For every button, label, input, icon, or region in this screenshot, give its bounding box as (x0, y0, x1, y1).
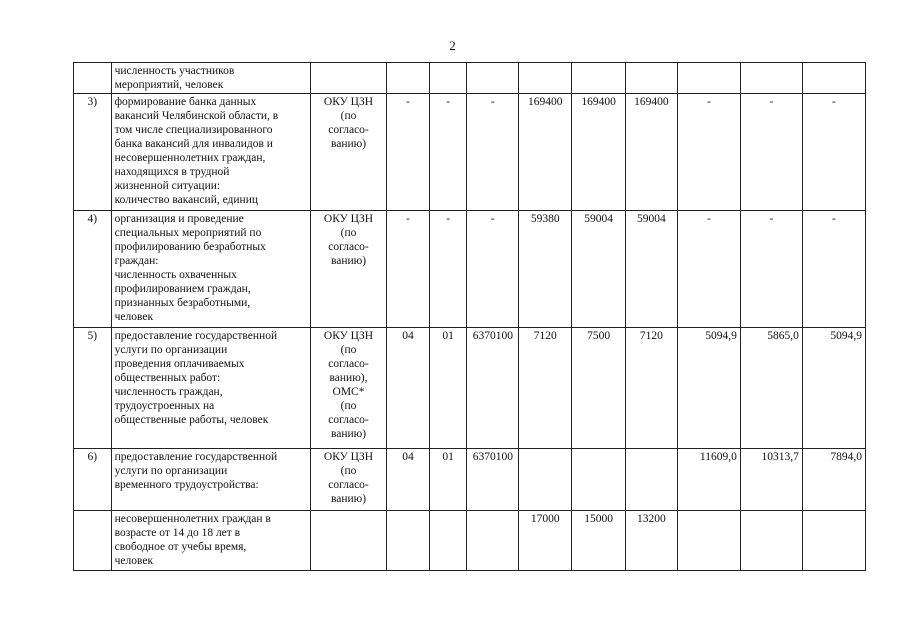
row-section: 04 (387, 328, 430, 449)
row-value-2: 7500 (572, 328, 626, 449)
row-money-2: - (740, 211, 802, 328)
row-target-item: 6370100 (467, 328, 519, 449)
row-money-3 (802, 63, 865, 94)
row-section: 04 (387, 449, 430, 511)
row-number (74, 63, 112, 94)
row-target-item: - (467, 211, 519, 328)
row-number: 5) (74, 328, 112, 449)
table-row (74, 63, 866, 94)
table-row (74, 511, 866, 571)
row-number (74, 511, 112, 571)
table-row (74, 94, 866, 211)
row-description: формирование банка данных вакансий Челябинской области, в том числе специализированного банка вакансий для инвалидов и несовершеннолетних граждан, находящихся в трудной жизненной ситуации: количество вакансий, единиц (111, 94, 310, 211)
row-value-3: 13200 (626, 511, 678, 571)
row-number: 6) (74, 449, 112, 511)
row-subsection: 01 (429, 328, 467, 449)
row-money-1 (677, 63, 740, 94)
row-value-3 (626, 449, 678, 511)
row-target-item: - (467, 94, 519, 211)
row-value-3: 59004 (626, 211, 678, 328)
row-subsection (429, 511, 467, 571)
row-description: численность участников мероприятий, человек (111, 63, 310, 94)
row-description: предоставление государственной услуги по организации проведения оплачиваемых общественных работ: численность граждан, трудоустроенных на общественные работы, человек (111, 328, 310, 449)
row-section: - (387, 94, 430, 211)
row-subsection: 01 (429, 449, 467, 511)
row-value-1: 7120 (519, 328, 572, 449)
row-money-3: - (802, 94, 865, 211)
row-description: предоставление государственной услуги по организации временного трудоустройства: (111, 449, 310, 511)
row-value-1: 17000 (519, 511, 572, 571)
row-subsection: - (429, 94, 467, 211)
row-money-3: - (802, 211, 865, 328)
row-executor (310, 63, 386, 94)
row-money-1: 11609,0 (677, 449, 740, 511)
row-value-1 (519, 449, 572, 511)
row-target-item: 6370100 (467, 449, 519, 511)
row-value-3: 169400 (626, 94, 678, 211)
row-section (387, 63, 430, 94)
row-executor: ОКУ ЦЗН (по согласо- ванию) (310, 94, 386, 211)
table-row (74, 449, 866, 511)
row-money-3: 5094,9 (802, 328, 865, 449)
row-money-1: - (677, 94, 740, 211)
row-number: 4) (74, 211, 112, 328)
table-row (74, 211, 866, 328)
row-section (387, 511, 430, 571)
row-money-2: 10313,7 (740, 449, 802, 511)
row-money-1: - (677, 211, 740, 328)
row-executor: ОКУ ЦЗН (по согласо- ванию) (310, 211, 386, 328)
row-value-2 (572, 63, 626, 94)
row-money-2 (740, 511, 802, 571)
row-value-2 (572, 449, 626, 511)
program-table (73, 62, 866, 571)
row-subsection (429, 63, 467, 94)
row-money-1 (677, 511, 740, 571)
row-value-2: 59004 (572, 211, 626, 328)
row-description: несовершеннолетних граждан в возрасте от 14 до 18 лет в свободное от учебы время, человек (111, 511, 310, 571)
row-money-3 (802, 511, 865, 571)
row-number: 3) (74, 94, 112, 211)
row-money-2: - (740, 94, 802, 211)
row-section: - (387, 211, 430, 328)
row-executor: ОКУ ЦЗН (по согласо- ванию) (310, 449, 386, 511)
row-money-1: 5094,9 (677, 328, 740, 449)
row-money-3: 7894,0 (802, 449, 865, 511)
row-target-item (467, 511, 519, 571)
table-row (74, 328, 866, 449)
row-description: организация и проведение специальных мероприятий по профилированию безработных граждан: численность охваченных профилированием граждан, признанных безработными, человек (111, 211, 310, 328)
row-money-2 (740, 63, 802, 94)
row-value-1: 59380 (519, 211, 572, 328)
row-value-3 (626, 63, 678, 94)
row-subsection: - (429, 211, 467, 328)
row-value-3: 7120 (626, 328, 678, 449)
row-value-1: 169400 (519, 94, 572, 211)
row-executor: ОКУ ЦЗН (по согласо- ванию), ОМС* (по согласо- ванию) (310, 328, 386, 449)
row-value-2: 169400 (572, 94, 626, 211)
row-value-1 (519, 63, 572, 94)
row-target-item (467, 63, 519, 94)
row-executor (310, 511, 386, 571)
page-number: 2 (449, 38, 456, 53)
row-money-2: 5865,0 (740, 328, 802, 449)
row-value-2: 15000 (572, 511, 626, 571)
